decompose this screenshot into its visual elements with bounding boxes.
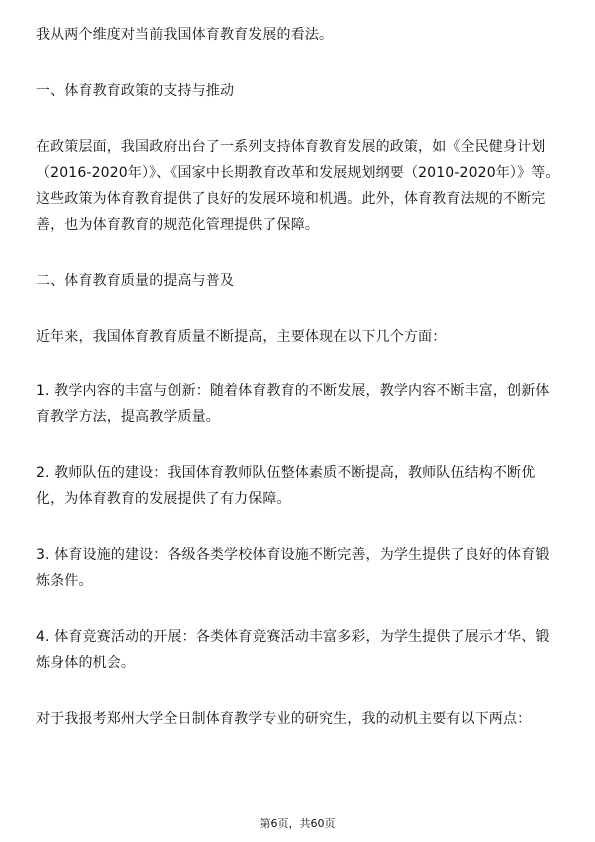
intro-paragraph: 我从两个维度对当前我国体育教育发展的看法。	[36, 27, 334, 43]
quality-intro-paragraph: 近年来，我国体育教育质量不断提高，主要体现在以下几个方面：	[36, 329, 447, 345]
motivation-paragraph: 对于我报考郑州大学全日制体育教学专业的研究生，我的动机主要有以下两点：	[36, 711, 532, 727]
list-item-teaching-content: 1. 教学内容的丰富与创新：随着体育教育的不断发展，教学内容不断丰富，创新体育教学方法，提高教学质量。	[36, 383, 550, 425]
list-item-competitions: 4. 体育竞赛活动的开展：各类体育竞赛活动丰富多彩，为学生提供了展示才华、锻炼身体的机会。	[36, 629, 550, 671]
policy-paragraph: 在政策层面，我国政府出台了一系列支持体育教育发展的政策，如《全民健身计划（2016-2020年）》、《国家中长期教育改革和发展规划纲要（2010-2020年）》等。这些政策为体育教育提供了良好的发展环境和机遇。此外，体育教育法规的不断完善，也为体育教育的规范化管理提供了保障。	[36, 139, 560, 233]
page-number-footer: 第6页，共60页	[259, 817, 336, 830]
list-item-facilities: 3. 体育设施的建设：各级各类学校体育设施不断完善，为学生提供了良好的体育锻炼条件。	[36, 547, 550, 589]
document-body	[36, 22, 561, 732]
section-heading-quality: 二、体育教育质量的提高与普及	[36, 273, 235, 289]
list-item-teacher-team: 2. 教师队伍的建设：我国体育教师队伍整体素质不断提高，教师队伍结构不断优化，为体育教育的发展提供了有力保障。	[36, 465, 536, 507]
section-heading-policy: 一、体育教育政策的支持与推动	[36, 83, 235, 99]
